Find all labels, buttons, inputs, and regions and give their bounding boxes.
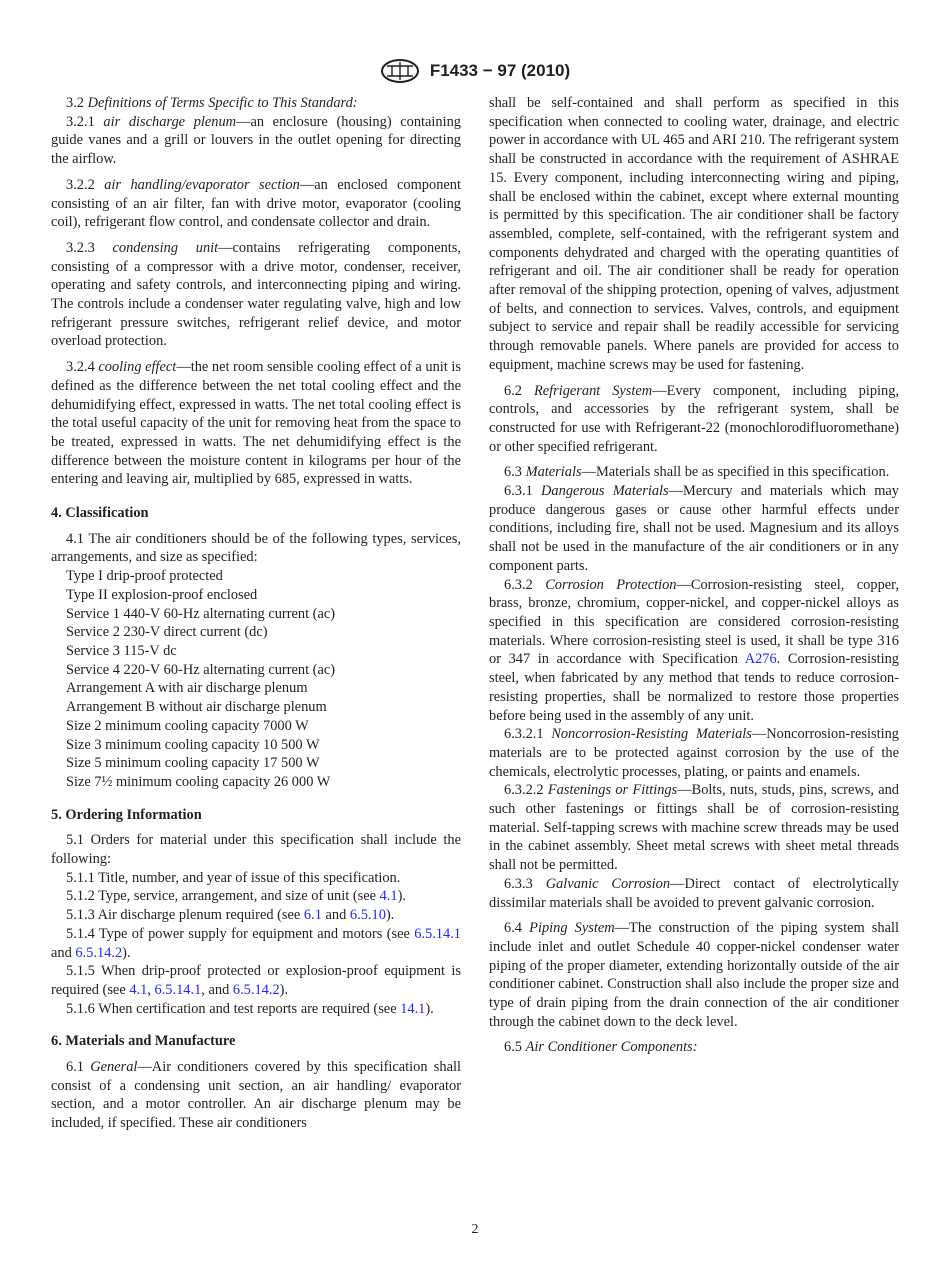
list-item: Service 3 115-V dc	[66, 642, 177, 659]
link-4-1[interactable]: 4.1	[379, 888, 398, 905]
paragraph-5-1-4: 5.1.4 Type of power supply for equipment and motors (see 6.5.14.1 and 6.5.14.2).	[51, 925, 461, 961]
list-item: Arrangement A with air discharge plenum	[66, 680, 308, 697]
list-item: Service 2 230-V direct current (dc)	[66, 624, 268, 641]
paragraph-6-3-3: 6.3.3 Galvanic Corrosion—Direct contact of electrolytically dissimilar materials shall be avoided to prevent galvanic corrosion.	[489, 875, 899, 911]
paragraph-6-2: 6.2 Refrigerant System—Every component, including piping, controls, and accessories by the refrigerant system, shall be constructed for use with Refrigerant-22 (monochlorodifluoromethane) or other specified refrigerant.	[489, 382, 899, 455]
paragraph-3-2: 3.2 Definitions of Terms Specific to This Standard:	[66, 95, 358, 111]
list-item: Service 4 220-V 60-Hz alternating current (ac)	[66, 661, 336, 678]
link-6-1[interactable]: 6.1	[303, 907, 322, 924]
paragraph-6-3: 6.3 Materials—Materials shall be as specified in this specification.	[504, 464, 890, 481]
list-item: Type I drip-proof protected	[66, 568, 223, 585]
right-column	[489, 94, 899, 1057]
link-6-5-14-2[interactable]: 6.5.14.2	[75, 944, 123, 961]
paragraph-4-1: 4.1 The air conditioners should be of the following types, services, arrangements, and size as specified:	[51, 530, 461, 566]
list-item: Arrangement B without air discharge plenum	[66, 699, 327, 716]
paragraph-3-2-3: 3.2.3 condensing unit—contains refrigerating components, consisting of a compressor with a drive motor, condenser, receiver, operating and safety controls, and interconnecting piping and wiring. The controls include a condenser water regulating valve, high and low refrigerant pressure switches, refrigerant relief device, and motor overload protection.	[51, 239, 461, 350]
link-6-5-14-2[interactable]: 6.5.14.2	[232, 981, 280, 998]
list-item: Size 3 minimum cooling capacity 10 500 W	[66, 736, 320, 753]
link-14-1[interactable]: 14.1	[400, 1000, 426, 1017]
list-item: Service 1 440-V 60-Hz alternating current (ac)	[66, 605, 336, 622]
paragraph-6-4: 6.4 Piping System—The construction of the piping system shall include inlet and outlet Schedule 40 copper-nickel condenser water piping of the proper diameter, extending horizontally outside of the air conditioner cabinet. Construction shall also include the proper size and type of drain piping from the drain connection of the air conditioner through the cabinet down to the deck level.	[489, 920, 899, 1030]
left-column	[51, 94, 461, 1133]
paragraph-5-1: 5.1 Orders for material under this specification shall include the following:	[51, 832, 461, 868]
list-item: Size 5 minimum cooling capacity 17 500 W	[66, 755, 320, 772]
paragraph-6-3-2-1: 6.3.2.1 Noncorrosion-Resisting Materials—Noncorrosion-resisting materials are to be protected against corrosion by the use of the chemicals, electrolytic processes, plating, or paints and enamels.	[489, 726, 899, 780]
astm-logo-icon	[380, 58, 420, 84]
section-heading-ordering-information: 5. Ordering Information	[51, 806, 202, 823]
paragraph-5-1-1: 5.1.1 Title, number, and year of issue of this specification.	[66, 869, 401, 886]
link-a276[interactable]: A276	[744, 651, 777, 668]
paragraph-5-1-6: 5.1.6 When certification and test reports are required (see 14.1).	[66, 1000, 434, 1017]
list-item: Type II explosion-proof enclosed	[66, 586, 258, 603]
classification-list	[51, 567, 461, 791]
paragraph-6-1-continued: shall be self-contained and shall perform as specified in this specification when connected to cooling water, drainage, and electric power in accordance with UL 465 and ARI 210. The refrigerant system shall be constructed in accordance with the requirement of ASHRAE 15. Every component, including interconnecting wiring and piping, shall be enclosed within the cabinet, except where external mounting is permitted by this specification. The air conditioner shall be factory assembled, complete, self-contained, with the refrigerant system and components dehydrated and charged with the operating quantities of refrigerant and oil. The air conditioner shall be ready for operation after removal of the shipping protection, opening of valves, adjustment of belts, and connection to services. Valves, controls, and equipment subject to service and repair shall be readily accessible for servicing through removable panels. Where panels are provided for access to equipment, machine screws may be used for fastening.	[489, 95, 900, 373]
paragraph-5-1-2: 5.1.2 Type, service, arrangement, and size of unit (see 4.1).	[66, 888, 406, 905]
paragraph-6-3-1: 6.3.1 Dangerous Materials—Mercury and materials which may produce dangerous gases or cause other harmful effects under conditions, including fire, shall not be used. Magnesium and its alloys shall not be used in the manufacture of the air conditioners or in any component parts.	[489, 483, 899, 574]
link-6-5-10[interactable]: 6.5.10	[349, 907, 386, 924]
section-heading-classification: 4. Classification	[51, 505, 149, 522]
link-4-1[interactable]: 4.1	[129, 981, 148, 998]
paragraph-3-2-1: 3.2.1 air discharge plenum—an enclosure (housing) containing guide vanes and a grill or louvers in the outlet opening for directing the airflow.	[51, 113, 461, 168]
document-designation: F1433 − 97 (2010)	[429, 61, 571, 80]
link-6-5-14-1[interactable]: 6.5.14.1	[414, 925, 461, 942]
link-6-5-14-1[interactable]: 6.5.14.1	[154, 981, 202, 998]
list-item: Size 7½ minimum cooling capacity 26 000 W	[66, 773, 331, 790]
paragraph-6-1: 6.1 General—Air conditioners covered by this specification shall consist of a condensing unit section, an air handling/ evaporator section, and a motor controller. An air discharge plenum may be included, if specified. These air conditioners	[51, 1059, 461, 1132]
page-number: 2	[471, 1222, 479, 1237]
paragraph-6-3-2-2: 6.3.2.2 Fastenings or Fittings—Bolts, nuts, studs, pins, screws, and such other fastenings or fittings shall be of corrosion-resisting material. Self-tapping screws with machine screw threads may be used in the cabinet assembly. Sheet metal screws with sheet metal threads shall not be permitted.	[489, 782, 899, 874]
paragraph-6-5: 6.5 Air Conditioner Components:	[504, 1039, 698, 1056]
page-header	[0, 58, 950, 84]
section-heading-materials-and-manufacture: 6. Materials and Manufacture	[51, 1033, 236, 1050]
list-item: Size 2 minimum cooling capacity 7000 W	[66, 717, 309, 734]
paragraph-6-3-2: 6.3.2 Corrosion Protection—Corrosion-resisting steel, copper, brass, bronze, chromium, copper-nickel, and copper-nickel alloys as specified in this specification are considered corrosion-resisting materials. Where corrosion-resisting steel is used, it shall be type 316 or 347 in accordance with Specification A276. Corrosion-resisting steel, when fabricated by any method that tends to reduce corrosion-resisting properties, shall be normalized to restore those properties before being used in the assembly of any unit.	[489, 576, 899, 724]
paragraph-5-1-3: 5.1.3 Air discharge plenum required (see 6.1 and 6.5.10).	[66, 907, 395, 924]
paragraph-3-2-2: 3.2.2 air handling/evaporator section—an enclosed component consisting of an air filter, fan with drive motor, evaporator (cooling coil), refrigerant flow control, and condensate collector and drain.	[51, 176, 461, 231]
paragraph-3-2-4: 3.2.4 cooling effect—the net room sensible cooling effect of a unit is defined as the difference between the net total cooling effect and the dehumidifying effect, expressed in watts. The net total cooling effect is the total useful capacity of the unit for removing heat from the space to be treated, expressed in watts. The net dehumidifying effect is the difference between the moisture content in kilograms per hour of the entering and leaving air, multiplied by 685, expressed in watts.	[51, 359, 461, 488]
paragraph-5-1-5: 5.1.5 When drip-proof protected or explosion-proof equipment is required (see 4.1, 6.5.14.1, and 6.5.14.2).	[51, 963, 461, 998]
